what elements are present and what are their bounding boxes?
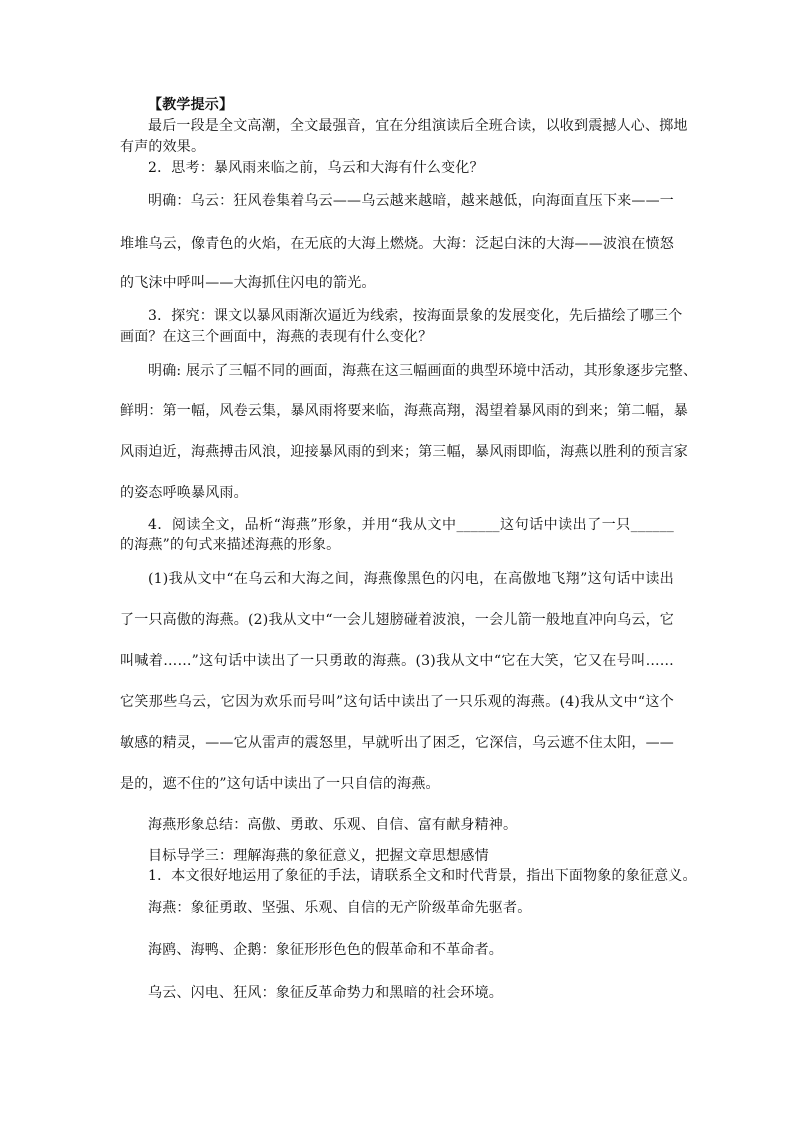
answer-4-line-1: (1)我从文中“在乌云和大海之间，海燕像黑色的闪电，在高傲地飞翔”这句话中读出 [148, 571, 674, 587]
hint-line-1: 最后一段是全文高潮，全文最强音，宜在分组演读后全班合读，以收到震撼人心、掷地 [148, 118, 688, 134]
answer-3-line-2: 鲜明：第一幅，风卷云集，暴风雨将要来临，海燕高翔，渴望着暴风雨的到来；第二幅，暴 [120, 403, 688, 419]
hint-line-2: 有声的效果。 [120, 139, 206, 155]
answer-3-line-3: 风雨迫近，海燕搏击风浪，迎接暴风雨的到来；第三幅，暴风雨即临，海燕以胜利的预言家 [120, 444, 688, 460]
question-4-line-1: 4．阅读全文，品析“海燕”形象，并用“我从文中______这句话中读出了一只______ [148, 517, 674, 533]
question-2: 2．思考：暴风雨来临之前，乌云和大海有什么变化？ [148, 160, 484, 176]
goal-3-heading: 目标导学三：理解海燕的象征意义，把握文章思想感情 [148, 848, 489, 864]
answer-2-line-1: 明确：乌云：狂风卷集着乌云——乌云越来越暗，越来越低，向海面直压下来——一 [148, 193, 674, 209]
image-summary: 海燕形象总结：高傲、勇敢、乐观、自信、富有献身精神。 [148, 817, 518, 833]
answer-3-line-4: 的姿态呼唤暴风雨。 [120, 485, 248, 501]
answer-4-line-2: 了一只高傲的海燕。(2)我从文中“一会儿翅膀碰着波浪，一会儿箭一般地直冲向乌云，它 [120, 612, 674, 628]
question-3-line-1: 3．探究：课文以暴风雨渐次逼近为线索，按海面景象的发展变化，先后描绘了哪三个 [148, 308, 683, 324]
answer-3-line-1: 明确: 展示了三幅不同的画面，海燕在这三幅画面的典型环境中活动，其形象逐步完整、 [148, 363, 698, 379]
answer-4-line-4: 它笑那些乌云，它因为欢乐而号叫”这句话中读出了一只乐观的海燕。(4)我从文中“这个 [120, 694, 674, 710]
answer-2-line-2: 堆堆乌云，像青色的火焰，在无底的大海上燃烧。大海：泛起白沫的大海——波浪在愤怒 [120, 236, 674, 252]
answer-4-line-6: 是的，遮不住的”这句话中读出了一只自信的海燕。 [120, 776, 440, 792]
hint-title: 【教学提示】 [148, 97, 234, 113]
symbol-petrel: 海燕：象征勇敢、坚强、乐观、自信的无产阶级革命先驱者。 [148, 900, 532, 916]
question-1: 1．本文很好地运用了象征的手法，请联系全文和时代背景，指出下面物象的象征意义。 [148, 868, 697, 884]
question-4-line-2: 的海燕”的句式来描述海燕的形象。 [120, 537, 341, 553]
answer-4-line-3: 叫喊着……”这句话中读出了一只勇敢的海燕。(3)我从文中“它在大笑，它又在号叫…… [120, 653, 674, 669]
question-3-line-2: 画面？在这三个画面中，海燕的表现有什么变化？ [120, 329, 433, 345]
answer-2-line-3: 的飞沫中呼叫——大海抓住闪电的箭光。 [120, 275, 376, 291]
symbol-gull-duck-penguin: 海鸥、海鸭、企鹅：象征形形色色的假革命和不革命者。 [148, 942, 503, 958]
symbol-cloud-lightning-wind: 乌云、闪电、狂风：象征反革命势力和黑暗的社会环境。 [148, 985, 503, 1001]
answer-4-line-5: 敏感的精灵，——它从雷声的震怒里，早就听出了困乏，它深信，乌云遮不住太阳，—— [120, 735, 674, 751]
